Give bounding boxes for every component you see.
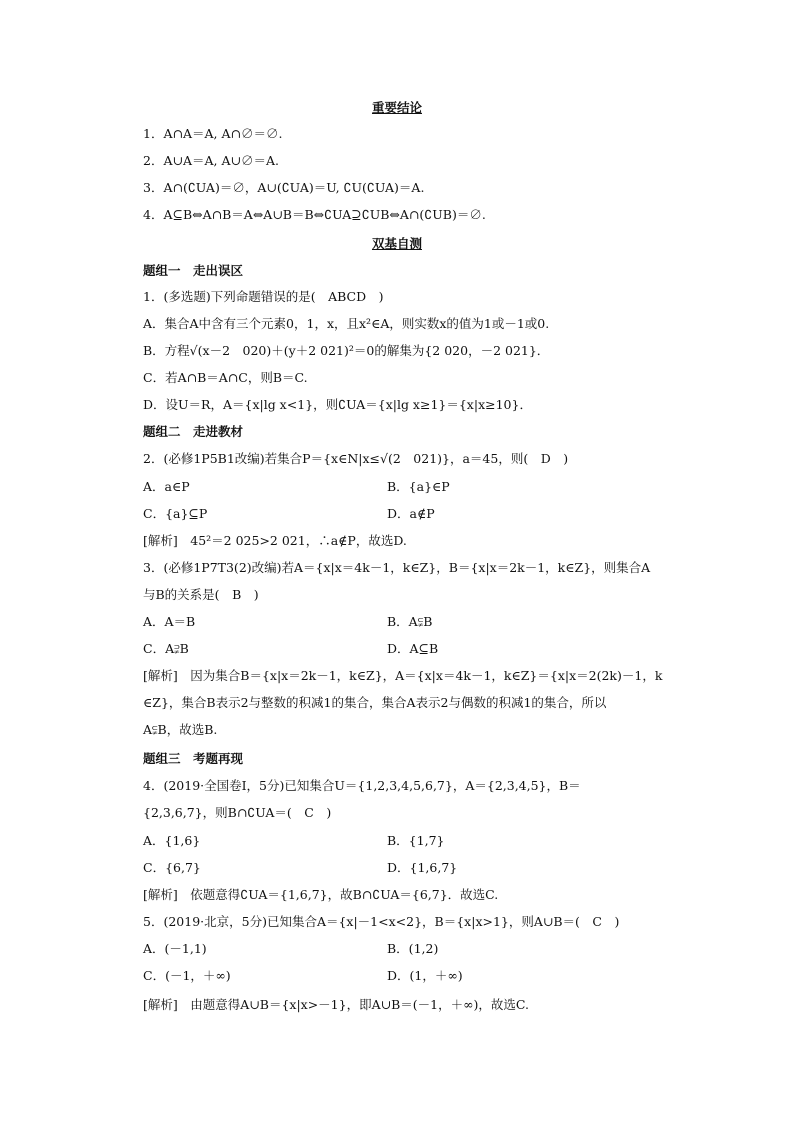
conclusion-item-3: 3．A∩(∁UA)＝∅，A∪(∁UA)＝U, ∁U(∁UA)＝A.: [143, 180, 425, 195]
section-title-self-test: 双基自测: [371, 236, 422, 251]
q4-option-c: C．{6,7}: [143, 860, 201, 875]
q2-option-a: A．a∈P: [143, 479, 190, 494]
q1-option-b: B．方程√(x－2 020)＋(y＋2 021)²＝0的解集为{2 020，－2 021}．: [143, 343, 550, 358]
q4-option-a: A．{1,6}: [143, 833, 201, 848]
question-4-line-1: 4．(2019·全国卷Ⅰ，5分)已知集合U＝{1,2,3,4,5,6,7}，A＝{2,3,4,5}，B＝: [143, 778, 581, 793]
question-5: 5．(2019·北京，5分)已知集合A＝{x|－1<x<2}，B＝{x|x>1}，则A∪B＝( C ): [143, 914, 620, 929]
q3-analysis-line-1: [解析] 因为集合B＝{x|x＝2k－1，k∈Z}，A＝{x|x＝4k－1，k∈Z}＝{x|x＝2(2k)－1，k: [143, 668, 663, 683]
q2-analysis: [解析] 45²＝2 025>2 021，∴a∉P，故选D.: [143, 533, 407, 548]
q5-option-b: B．(1,2): [387, 941, 439, 956]
q3-option-b: B．A⫋B: [387, 614, 433, 629]
q5-option-d: D．(1，＋∞): [387, 968, 463, 983]
group-3-title: 题组三 考题再现: [143, 751, 244, 766]
group-1-title: 题组一 走出误区: [143, 263, 244, 278]
question-3-line-2: 与B的关系是( B ): [143, 587, 259, 602]
conclusion-item-4: 4．A⊆B⇔A∩B＝A⇔A∪B＝B⇔∁UA⊇∁UB⇔A∩(∁UB)＝∅.: [143, 207, 486, 222]
section-title-conclusions: 重要结论: [371, 100, 422, 115]
q2-option-d: D．a∉P: [387, 506, 435, 521]
q3-option-c: C．A⫌B: [143, 641, 189, 656]
q3-option-a: A．A＝B: [143, 614, 196, 629]
q3-analysis-line-2: ∈Z}，集合B表示2与整数的积减1的集合，集合A表示2与偶数的积减1的集合，所以: [143, 695, 607, 710]
q1-option-c: C．若A∩B＝A∩C，则B＝C.: [143, 370, 308, 385]
question-2: 2．(必修1P5B1改编)若集合P＝{x∈N|x≤√(2 021)}，a＝45，则( D ): [143, 451, 569, 466]
q5-option-c: C．(－1，＋∞): [143, 968, 231, 983]
question-3-line-1: 3．(必修1P7T3(2)改编)若A＝{x|x＝4k－1，k∈Z}，B＝{x|x＝2k－1，k∈Z}，则集合A: [143, 560, 651, 575]
q3-option-d: D．A⊆B: [387, 641, 439, 656]
conclusion-item-2: 2．A∪A＝A, A∪∅＝A.: [143, 153, 279, 168]
q2-option-b: B．{a}∈P: [387, 479, 450, 494]
q2-option-c: C．{a}⊆P: [143, 506, 208, 521]
question-1: 1．(多选题)下列命题错误的是( ABCD ): [143, 289, 384, 304]
q3-analysis-line-3: A⫋B，故选B.: [143, 722, 218, 737]
q4-option-b: B．{1,7}: [387, 833, 445, 848]
conclusion-item-1: 1．A∩A＝A, A∩∅＝∅.: [143, 126, 283, 141]
q5-option-a: A．(－1,1): [143, 941, 207, 956]
q5-analysis: [解析] 由题意得A∪B＝{x|x>－1}，即A∪B＝(－1，＋∞)，故选C.: [143, 997, 529, 1012]
q4-analysis: [解析] 依题意得∁UA＝{1,6,7}，故B∩∁UA＝{6,7}．故选C.: [143, 887, 499, 902]
q1-option-a: A．集合A中含有三个元素0，1，x，且x²∈A，则实数x的值为1或－1或0.: [143, 316, 550, 331]
q1-option-d: D．设U＝R，A＝{x|lg x<1}，则∁UA＝{x|lg x≥1}＝{x|x≥10}．: [143, 397, 532, 412]
group-2-title: 题组二 走进教材: [143, 424, 244, 439]
q4-option-d: D．{1,6,7}: [387, 860, 458, 875]
question-4-line-2: {2,3,6,7}，则B∩∁UA＝( C ): [143, 805, 332, 820]
